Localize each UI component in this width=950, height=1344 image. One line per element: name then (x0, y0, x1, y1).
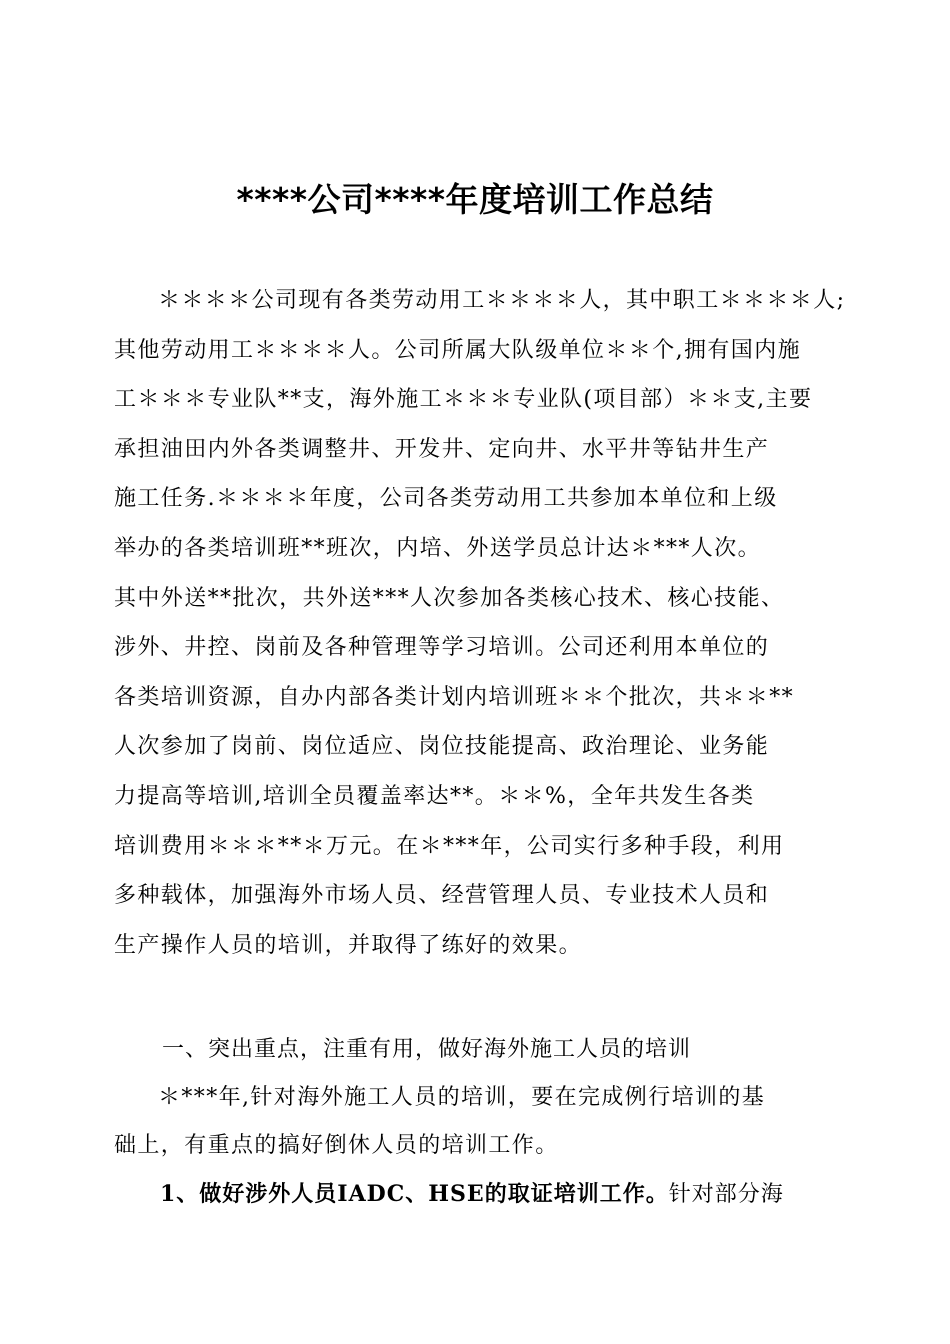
paragraph-line: 承担油田内外各类调整井、开发井、定向井、水平井等钻井生产 (114, 436, 770, 462)
paragraph-line: 其他劳动用工＊＊＊＊人。公司所属大队级单位＊＊个,拥有国内施 (114, 337, 801, 363)
subheading-body-text: 针对部分海 (668, 1182, 784, 1207)
subheading-bold-text: 1、做好涉外人员IADC、HSE的取证培训工作。 (160, 1181, 669, 1207)
paragraph-line: 施工任务.＊＊＊＊年度，公司各类劳动用工共参加本单位和上级 (114, 486, 778, 512)
section-heading: 一、突出重点，注重有用，做好海外施工人员的培训 (162, 1037, 692, 1062)
paragraph-line: 举办的各类培训班**班次，内培、外送学员总计达＊***人次。 (114, 535, 762, 561)
document-title: ****公司****年度培训工作总结 (236, 180, 714, 219)
paragraph-line: ＊＊＊＊公司现有各类劳动用工＊＊＊＊人，其中职工＊＊＊＊人; (158, 288, 846, 313)
paragraph-line: 础上，有重点的搞好倒休人员的培训工作。 (114, 1133, 559, 1158)
paragraph-line: 其中外送**批次，共外送***人次参加各类核心技术、核心技能、 (114, 585, 785, 611)
paragraph-line: 涉外、井控、岗前及各种管理等学习培训。公司还利用本单位的 (114, 635, 770, 661)
paragraph-line: 工＊＊＊专业队**支，海外施工＊＊＊专业队(项目部）＊＊支,主要 (114, 387, 813, 413)
paragraph-line: 人次参加了岗前、岗位适应、岗位技能提高、政治理论、业务能 (114, 734, 770, 760)
subheading-line (160, 1170, 784, 1219)
paragraph-line: 多种载体，加强海外市场人员、经营管理人员、专业技术人员和 (114, 883, 770, 909)
paragraph-line: ＊***年,针对海外施工人员的培训，要在完成例行培训的基 (158, 1085, 766, 1110)
intro-paragraph (114, 276, 844, 970)
paragraph-line: 生产操作人员的培训，并取得了练好的效果。 (114, 932, 583, 958)
paragraph-line: 力提高等培训,培训全员覆盖率达**。＊＊%，全年共发生各类 (114, 783, 755, 809)
paragraph-line: 各类培训资源，自办内部各类计划内培训班＊＊个批次，共＊＊** (114, 684, 795, 710)
section-paragraph (114, 1074, 844, 1170)
paragraph-line: 培训费用＊＊＊**＊万元。在＊***年，公司实行多种手段，利用 (114, 833, 785, 859)
